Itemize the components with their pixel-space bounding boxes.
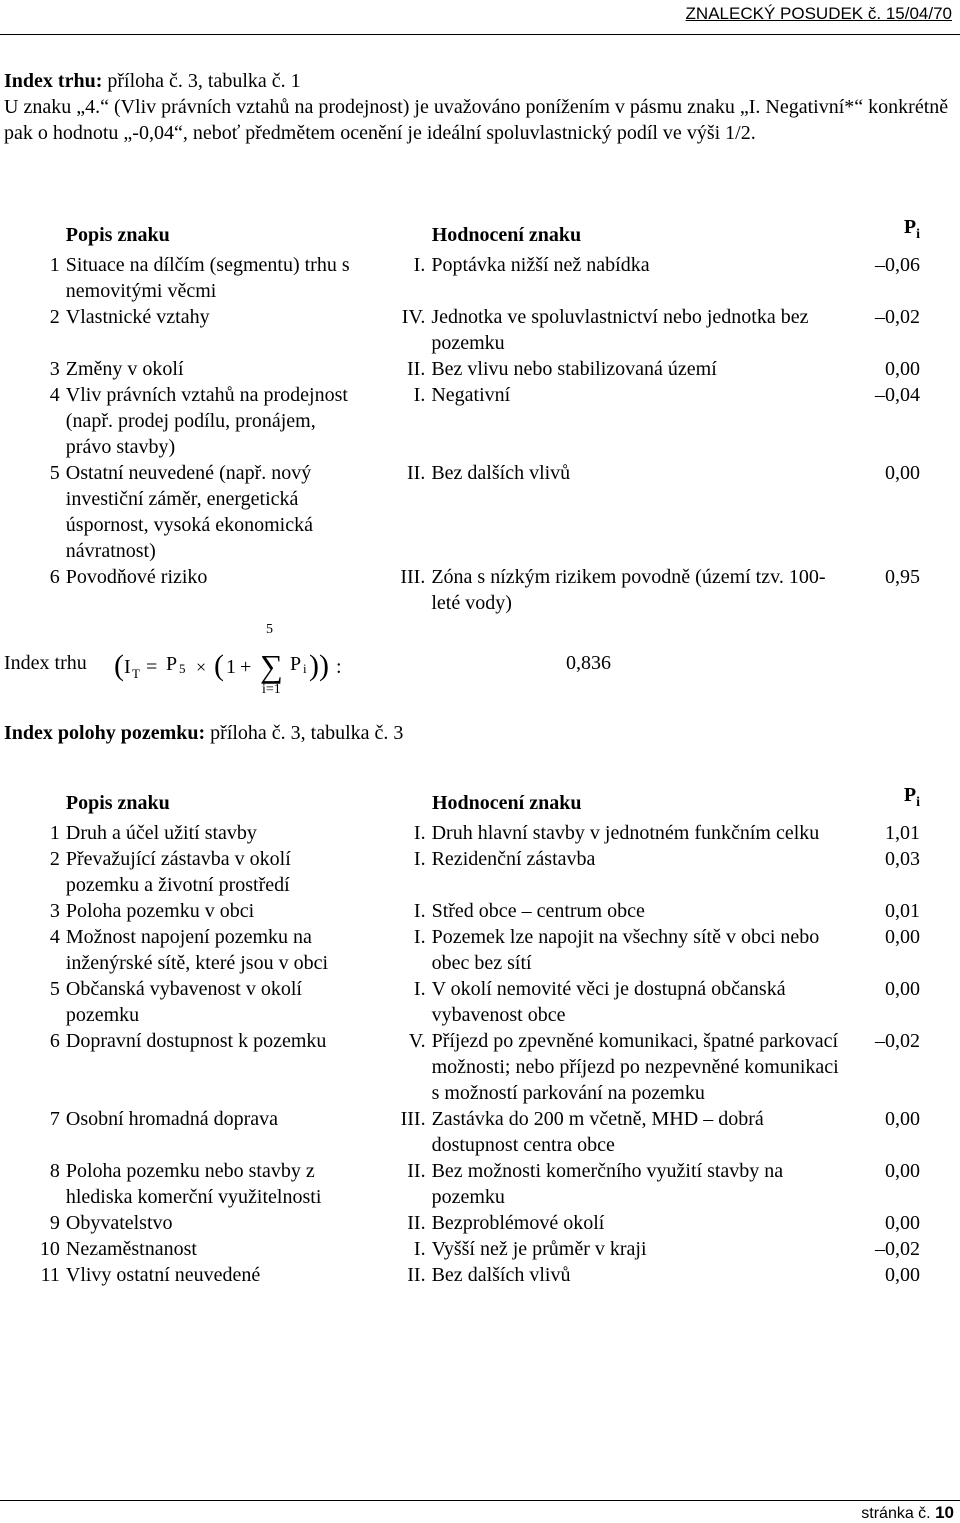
row-value: 0,00 xyxy=(885,1160,920,1182)
row-description: Druh a účel užití stavby xyxy=(65,822,257,844)
header-value: $P_i$ xyxy=(903,784,920,810)
pi-subscript: i xyxy=(303,661,307,676)
page-footer xyxy=(861,1503,954,1523)
row-number: 2 xyxy=(49,306,60,328)
colon: : xyxy=(336,656,342,678)
market-index-label: Index trhu: xyxy=(4,70,103,92)
row-evaluation: V okolí nemovité věci je dostupná občanská vybavenost obce xyxy=(431,978,786,1026)
paren-close: )) xyxy=(309,649,329,682)
table-row xyxy=(30,382,920,460)
row-evaluation: Bezproblémové okolí xyxy=(431,1212,605,1234)
header-evaluation: Hodnocení znaku xyxy=(431,792,582,814)
row-evaluation: Střed obce – centrum obce xyxy=(431,900,645,922)
row-number: 4 xyxy=(49,384,60,406)
row-evaluation: Rezidenční zástavba xyxy=(431,848,596,870)
header-description: Popis znaku xyxy=(65,224,170,246)
row-description: Poloha pozemku v obci xyxy=(65,900,255,922)
paren-open-2: ( xyxy=(214,649,224,682)
table-row xyxy=(30,1262,920,1288)
row-grade: III. xyxy=(400,566,426,588)
index-symbol: I xyxy=(124,656,131,678)
one: 1 xyxy=(226,656,236,678)
equals-sign: = xyxy=(146,656,158,678)
row-description: Poloha pozemku nebo stavby z hlediska komerční využitelnosti xyxy=(65,1160,322,1208)
row-grade: II. xyxy=(407,1212,426,1234)
table-row xyxy=(30,356,920,382)
p5-symbol: P xyxy=(166,653,178,675)
row-value: –0,02 xyxy=(875,306,920,328)
row-evaluation: Pozemek lze napojit na všechny sítě v obci nebo obec bez sítí xyxy=(431,926,820,974)
land-position-table xyxy=(30,782,920,1288)
header-number xyxy=(30,214,64,252)
row-value: 0,95 xyxy=(885,566,920,588)
row-description: Změny v okolí xyxy=(65,358,184,380)
row-grade: I. xyxy=(413,384,426,406)
row-value: 0,00 xyxy=(885,462,920,484)
row-value: –0,04 xyxy=(875,384,920,406)
row-number: 10 xyxy=(39,1238,60,1260)
page-number: 10 xyxy=(935,1503,954,1522)
row-grade: I. xyxy=(413,1238,426,1260)
row-number: 7 xyxy=(49,1108,60,1130)
header-number xyxy=(30,782,64,820)
table-row xyxy=(30,304,920,356)
row-grade: II. xyxy=(407,1264,426,1286)
row-grade: V. xyxy=(408,1030,426,1052)
row-value: 0,00 xyxy=(885,978,920,1000)
formula-label: Index trhu xyxy=(4,652,87,674)
row-value: 0,01 xyxy=(885,900,920,922)
table-row xyxy=(30,1210,920,1236)
table-row xyxy=(30,460,920,564)
row-grade: III. xyxy=(400,1108,426,1130)
row-grade: IV. xyxy=(401,306,426,328)
footer-divider xyxy=(0,1500,960,1501)
row-value: 0,00 xyxy=(885,358,920,380)
land-position-index-heading xyxy=(4,722,403,745)
table-row xyxy=(30,898,920,924)
table-row xyxy=(30,1158,920,1210)
times-sign: × xyxy=(196,657,207,677)
market-index-intro xyxy=(4,68,954,146)
pi-symbol: P xyxy=(290,653,302,675)
row-number: 5 xyxy=(49,978,60,1000)
row-number: 9 xyxy=(49,1212,60,1234)
row-description: Občanská vybavenost v okolí pozemku xyxy=(65,978,302,1026)
row-description: Obyvatelstvo xyxy=(65,1212,173,1234)
market-index-result: 0,836 xyxy=(566,652,611,674)
market-index-ref: příloha č. 3, tabulka č. 1 xyxy=(102,70,301,92)
table-row xyxy=(30,1236,920,1262)
row-evaluation: Bez dalších vlivů xyxy=(431,1264,571,1286)
row-value: 0,00 xyxy=(885,1264,920,1286)
row-description: Osobní hromadná doprava xyxy=(65,1108,279,1130)
row-number: 4 xyxy=(49,926,60,948)
market-index-note: U znaku „4.“ (Vliv právních vztahů na prodejnost) je uvažováno ponížením v pásmu znaku „I. Negativní*“ konkrétně pak o hodnotu „-0,04“, neboť předmětem ocenění je ideální spoluvlastnický podíl ve výši 1/2. xyxy=(4,96,949,144)
page-label: stránka č. xyxy=(861,1505,931,1522)
table-row xyxy=(30,976,920,1028)
row-number: 1 xyxy=(49,254,60,276)
market-index-formula xyxy=(4,622,704,702)
row-number: 8 xyxy=(49,1160,60,1182)
table-header-row xyxy=(30,782,920,820)
row-value: 1,01 xyxy=(885,822,920,844)
row-grade: I. xyxy=(413,822,426,844)
table-row xyxy=(30,1106,920,1158)
row-number: 6 xyxy=(49,1030,60,1052)
sum-upper-limit: 5 xyxy=(266,622,273,637)
row-description: Možnost napojení pozemku na inženýrské sítě, které jsou v obci xyxy=(65,926,329,974)
row-evaluation: Negativní xyxy=(431,384,511,406)
row-evaluation: Bez možnosti komerčního využití stavby na pozemku xyxy=(431,1160,784,1208)
row-value: –0,06 xyxy=(875,254,920,276)
row-description: Vlastnické vztahy xyxy=(65,306,210,328)
row-description: Převažující zástavba v okolí pozemku a životní prostředí xyxy=(65,848,291,896)
table-header-row xyxy=(30,214,920,252)
row-value: 0,00 xyxy=(885,926,920,948)
index-subscript: T xyxy=(132,666,140,681)
header-value: $P_i$ xyxy=(903,216,920,242)
table-row xyxy=(30,846,920,898)
page-header xyxy=(0,0,960,35)
row-number: 1 xyxy=(49,822,60,844)
paren-open-1: ( xyxy=(114,649,124,682)
row-evaluation: Druh hlavní stavby v jednotném funkčním celku xyxy=(431,822,820,844)
row-description: Situace na dílčím (segmentu) trhu s nemovitými věcmi xyxy=(65,254,350,302)
table-row xyxy=(30,1028,920,1106)
row-grade: I. xyxy=(413,254,426,276)
row-description: Vliv právních vztahů na prodejnost (např. prodej podílu, pronájem, právo stavby) xyxy=(65,384,348,458)
row-grade: II. xyxy=(407,1160,426,1182)
row-number: 5 xyxy=(49,462,60,484)
row-value: 0,00 xyxy=(885,1108,920,1130)
row-grade: I. xyxy=(413,848,426,870)
sum-lower-limit: i=1 xyxy=(262,682,281,697)
row-grade: II. xyxy=(407,358,426,380)
land-index-label: Index polohy pozemku: xyxy=(4,722,206,744)
row-value: –0,02 xyxy=(875,1030,920,1052)
sum-sign: ∑ xyxy=(260,648,283,684)
table-row xyxy=(30,564,920,616)
row-description: Nezaměstnanost xyxy=(65,1238,197,1260)
row-number: 6 xyxy=(49,566,60,588)
row-grade: I. xyxy=(413,978,426,1000)
p5-subscript: 5 xyxy=(179,661,186,676)
market-index-table xyxy=(30,214,920,616)
row-evaluation: Poptávka nižší než nabídka xyxy=(431,254,650,276)
row-value: 0,00 xyxy=(885,1212,920,1234)
land-index-ref: příloha č. 3, tabulka č. 3 xyxy=(205,722,404,744)
row-evaluation: Bez dalších vlivů xyxy=(431,462,571,484)
plus-sign: + xyxy=(240,656,252,678)
row-value: –0,02 xyxy=(875,1238,920,1260)
row-grade: I. xyxy=(413,900,426,922)
row-number: 2 xyxy=(49,848,60,870)
formula-expression xyxy=(114,622,354,702)
row-evaluation: Příjezd po zpevněné komunikaci, špatné parkovací možnosti; nebo příjezd po nezpevněné komunikaci s možností parkování na pozemku xyxy=(431,1030,839,1104)
row-grade: I. xyxy=(413,926,426,948)
table-row xyxy=(30,252,920,304)
row-evaluation: Jednotka ve spoluvlastnictví nebo jednotka bez pozemku xyxy=(431,306,809,354)
row-number: 3 xyxy=(49,900,60,922)
row-number: 3 xyxy=(49,358,60,380)
row-description: Vlivy ostatní neuvedené xyxy=(65,1264,261,1286)
header-description: Popis znaku xyxy=(65,792,170,814)
header-evaluation: Hodnocení znaku xyxy=(431,224,582,246)
row-description: Dopravní dostupnost k pozemku xyxy=(65,1030,327,1052)
table-row xyxy=(30,820,920,846)
row-description: Povodňové riziko xyxy=(65,566,208,588)
table-row xyxy=(30,924,920,976)
document-title: ZNALECKÝ POSUDEK č. 15/04/70 xyxy=(685,4,952,23)
row-value: 0,03 xyxy=(885,848,920,870)
row-number: 11 xyxy=(40,1264,60,1286)
row-evaluation: Zóna s nízkým rizikem povodně (území tzv. 100-leté vody) xyxy=(431,566,826,614)
row-evaluation: Vyšší než je průměr v kraji xyxy=(431,1238,647,1260)
row-description: Ostatní neuvedené (např. nový investiční záměr, energetická úspornost, vysoká ekonomická návratnost) xyxy=(65,462,313,562)
row-evaluation: Zastávka do 200 m včetně, MHD – dobrá dostupnost centra obce xyxy=(431,1108,764,1156)
row-grade: II. xyxy=(407,462,426,484)
row-evaluation: Bez vlivu nebo stabilizovaná území xyxy=(431,358,717,380)
